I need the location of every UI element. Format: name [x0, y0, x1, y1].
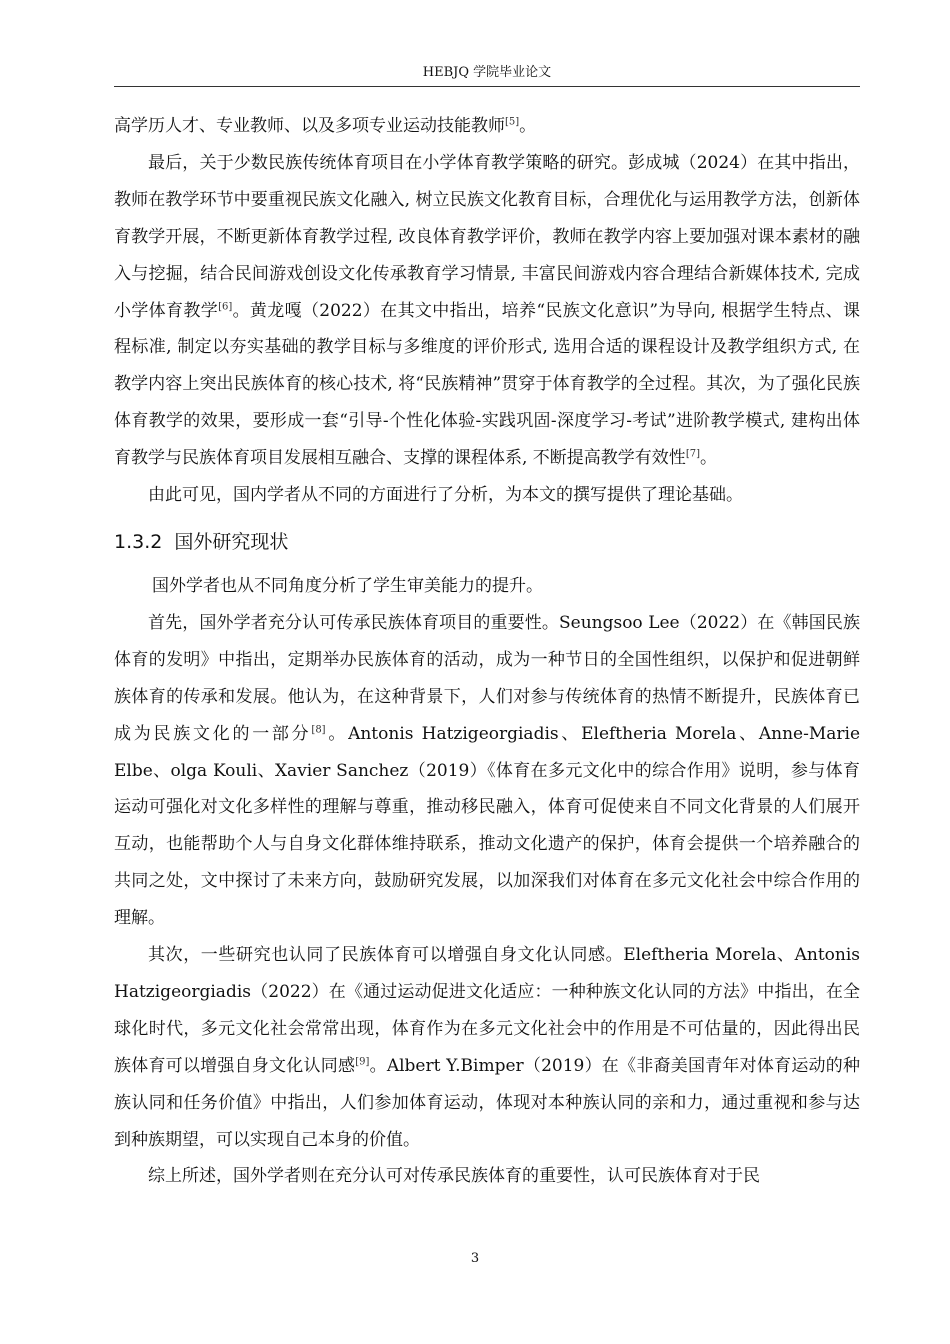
paragraph-text: 。黄龙嘎（2022）在其文中指出，培养“民族文化意识”为导向, 根据学生特点、课程标准, 制定以夯实基础的教学目标与多维度的评价形式, 选用合适的课程设计及教学组织方式, 在教学内容上突出民族体育的核心技术, 将“民族精神”贯穿于体育教学的全过程。其次，为了强化民族体育教学的效果，要形成一套“引导-个性化体验-实践巩固-深度学习-考试”进阶教学模式, 建构出体育教学与民族体育项目发展相互融合、支撑的课程体系, 不断提高教学有效性: [114, 300, 861, 469]
citation-ref: [6]: [218, 300, 233, 312]
paragraph-text: 。Albert Y.Bimper（2019）在《非裔美国青年对体育运动的种族认同和任务价值》中指出，人们参加体育运动，体现对本种族认同的亲和力，通过重视和参与达到种族期望，可以实现自己本身的价值。: [114, 1055, 861, 1150]
paragraph-text: 国外学者也从不同角度分析了学生审美能力的提升。: [152, 575, 543, 596]
paragraph-text: 综上所述，国外学者则在充分认可对传承民族体育的重要性，认可民族体育对于民: [148, 1166, 760, 1187]
section-title: 国外研究现状: [174, 530, 289, 553]
paragraph: [114, 605, 860, 937]
header-divider: [114, 86, 860, 87]
citation-ref: [5]: [505, 116, 520, 128]
paragraph: [114, 477, 860, 514]
paragraph-text: 其次，一些研究也认同了民族体育可以增强自身文化认同感。Eleftheria Morela、Antonis Hatzigeorgiadis（2022）在《通过运动促进文化适应：一种种族文化认同的方法》中指出，在全球化时代，多元文化社会常常出现，体育作为在多元文化社会中的作用是不可估量的，因此得出民族体育可以增强自身文化认同感: [114, 945, 860, 1076]
running-header: HEBJQ 学院毕业论文: [422, 65, 552, 80]
paragraph-text: 。: [519, 116, 537, 136]
paragraph-text: 最后，关于少数民族传统体育项目在小学体育教学策略的研究。彭成城（2024）在其中指出，教师在教学环节中要重视民族文化融入, 树立民族文化教育目标，合理优化与运用教学方法，创新体育教学开展，不断更新体育教学过程, 改良体育教学评价，教师在教学内容上要加强对课本素材的融入与挖掘，结合民间游戏创设文化传承教育学习情景, 丰富民间游戏内容合理结合新媒体技术, 完成小学体育教学: [114, 152, 860, 321]
citation-ref: [8]: [311, 723, 326, 735]
paragraph: [114, 568, 860, 605]
paragraph-text: 由此可见，国内学者从不同的方面进行了分析，为本文的撰写提供了理论基础。: [148, 485, 743, 506]
citation-ref: [9]: [355, 1056, 370, 1068]
citation-ref: [7]: [685, 448, 700, 460]
section-heading: [114, 520, 860, 564]
paragraph-text: 。: [699, 448, 717, 469]
paragraph: [114, 145, 860, 477]
paragraph: [114, 108, 860, 145]
paragraph-text: 。Antonis Hatzigeorgiadis、Eleftheria Morela、Anne-Marie Elbe、olga Kouli、Xavier Sanchez（2019）《体育在多元文化中的综合作用》说明，参与体育运动可强化对文化多样性的理解与尊重，推动移民融入，体育可促使来自不同文化背景的人们展开互动，也能帮助个人与自身文化群体维持联系，推动文化遗产的保护，体育会提供一个培养融合的共同之处，文中探讨了未来方向，鼓励研究发展，以加深我们对体育在多元文化社会中综合作用的理解。: [114, 723, 861, 929]
section-number: 1.3.2: [114, 530, 163, 553]
paragraph: [114, 937, 860, 1158]
page-body: [114, 108, 860, 1195]
paragraph: [114, 1158, 860, 1195]
paragraph-text: 首先，国外学者充分认可传承民族体育项目的重要性。Seungsoo Lee（2022）在《韩国民族体育的发明》中指出，定期举办民族体育的活动，成为一种节日的全国性组织，以保护和促进朝鲜族体育的传承和发展。他认为，在这种背景下，人们对参与传统体育的热情不断提升，民族体育已成为民族文化的一部分: [114, 612, 860, 744]
paragraph-text: 高学历人才、专业教师、以及多项专业运动技能教师: [114, 116, 505, 136]
page-number: 3: [470, 1251, 480, 1266]
